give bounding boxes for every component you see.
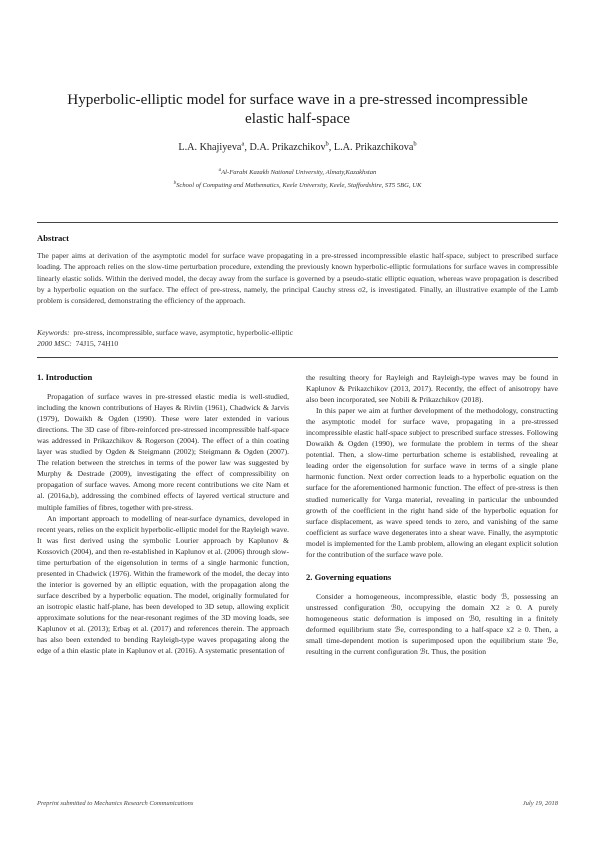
section-heading: 2. Governing equations xyxy=(306,571,392,582)
paragraph: An important approach to modelling of near-surface dynamics, developed in recent years, relies on the explicit hyperbolic-elliptic model for the Rayleigh wave. It was first derived using the symbolic Lourier approach by Kaplunov & Kossovich (2004), and then re-established in Kaplunov et al. (2006) through slow-time perturbation of the eigensolution in terms of a single harmonic function, presented in Chadwick (1976). Within the framework of the model, the decay into the interior is governed by an elliptic equation, with the propagation along the surface described by a hyperbolic equation. The model, originally formulated for an isotropic elastic half-plane, has been developed to 3D setup, allowing explicit approximate solutions for the near-resonant regimes of the 3D moving loads, see Kaplunov et al. (2013); Erbaş et al. (2017) and references therein. The approach has also been extended to bending Rayleigh-type waves propagating along the edge of a thin elastic plate in Kaplunov et al. (2016). A systematic presentation of xyxy=(37,513,289,656)
affiliations xyxy=(40,166,555,191)
bottom-rule xyxy=(37,357,558,358)
paragraph: In this paper we aim at further development of the methodology, constructing the asymptotic model for surface wave, propagating in a pre-stressed incompressible elastic half-space subject to prescribed surface stresses. Following Dowaikh & Ogden (1990), we formulate the problem in terms of the shear potential. Then, a slow-time perturbation scheme is established, revealing at leading order the eigensolution for surface wave in terms of a single plane harmonic function. Next order correction leads to a hyperbolic equation on the surface for the aforementioned harmonic function. The effect of pre-stress is then studied numerically for Varga material, revealing in particular the unbounded growth of the coefficient in the right hand side of the hyperbolic equation for surface displacement, as wave speed tends to zero, and vanishing of the same coefficient as surface wave degenerates into a shear wave. Finally, the asymptotic model is implemented for the Lamb problem, allowing an elegant explicit solution for the contribution of the surface wave pole. xyxy=(306,406,558,559)
paragraph: Propagation of surface waves in pre-stressed elastic media is well-studied, including the known contributions of Hayes & Rivlin (1961), Chadwick & Jarvis (1979), Dowaikh & Ogden (1990). These were later extended in various directions. The 3D case of fibre-reinforced pre-stressed incompressible half-space was addressed in Prikazchikov & Rogerson (2004). The effect of a thin coating layer was studied by Ogden & Steigmann (2002); Steigmann & Ogden (2007). The relation between the stretches in terms of the power law was suggested by Murphy & Destrade (2009), investigating the effect of compressibility on propagation of surface waves. Among more recent contributions we cite Nam et al. (2016a,b), addressing the combined effects of layered vertical structure and multiple families of fibres, together with pre-stress. xyxy=(37,392,289,512)
paragraph: Consider a homogeneous, incompressible, elastic body ℬ, possessing an unstressed configuration ℬ0, occupying the domain X2 ≥ 0. A purely homogeneous static deformation is imposed on ℬ0, resulting in a finitely deformed equilibrium state ℬe, corresponding to a half-space x2 ≥ 0. Then, a small time-dependent motion is superimposed upon the equilibrium state ℬe, resulting in the current configuration ℬt. Thus, the position xyxy=(306,591,558,657)
author: D.A. Prikazchikov$^b$, xyxy=(249,141,334,154)
author-list xyxy=(40,141,555,153)
paper-title: Hyperbolic-elliptic model for surface wave in a pre-stressed incompressible elastic half-space xyxy=(67,91,528,127)
section-heading: 1. Introduction xyxy=(37,372,93,382)
keywords: Keywords: pre-stress, incompressible, surface wave, asymptotic, hyperbolic-elliptic xyxy=(37,328,293,337)
affiliation: $^a$Al-Farabi Kazakh National University, Almaty,Kazakhstan xyxy=(218,168,377,177)
author: L.A. Khajiyeva$^a$, xyxy=(178,141,250,154)
author: L.A. Prikazchikova$^b$ xyxy=(333,141,417,154)
abstract-heading: Abstract xyxy=(37,233,69,243)
footer-preprint-note: Preprint submitted to Mechanics Research Communications xyxy=(37,800,194,807)
left-column xyxy=(37,372,289,656)
footer-date: July 19, 2018 xyxy=(522,800,558,807)
right-column xyxy=(306,372,558,657)
keywords-block xyxy=(37,327,558,349)
paragraph: the resulting theory for Rayleigh and Rayleigh-type waves may be found in Kaplunov & Prikazchikov (2013, 2017). Recently, the effect of anisotropy have also been incorporated, see Nobili & Prikazchikov (2018). xyxy=(306,373,558,405)
affiliation: $^b$School of Computing and Mathematics, Keele University, Keele, Staffordshire, ST5 5BG, UK xyxy=(173,180,422,189)
msc-codes: 2000 MSC: 74J15, 74H10 xyxy=(37,339,119,348)
abstract-text: The paper aims at derivation of the asymptotic model for surface wave propagating in a pre-stressed incompressible elastic half-space, subject to prescribed surface loading. The approach relies on the slow-time perturbation procedure, extending the previously known hyperbolic-elliptic formulations for surface waves in compressible linearly elastic solids. Within the derived model, the decay away from the surface is governed by a pseudo-static elliptic equation, whereas wave propagation is described by a hyperbolic equation on the surface. The effect of pre-stress, namely, the principal Cauchy stress σ2, is investigated. Finally, an illustrative example of the Lamb problem is considered, demonstrating the efficiency of the approach. xyxy=(37,251,558,306)
top-rule xyxy=(37,222,558,223)
